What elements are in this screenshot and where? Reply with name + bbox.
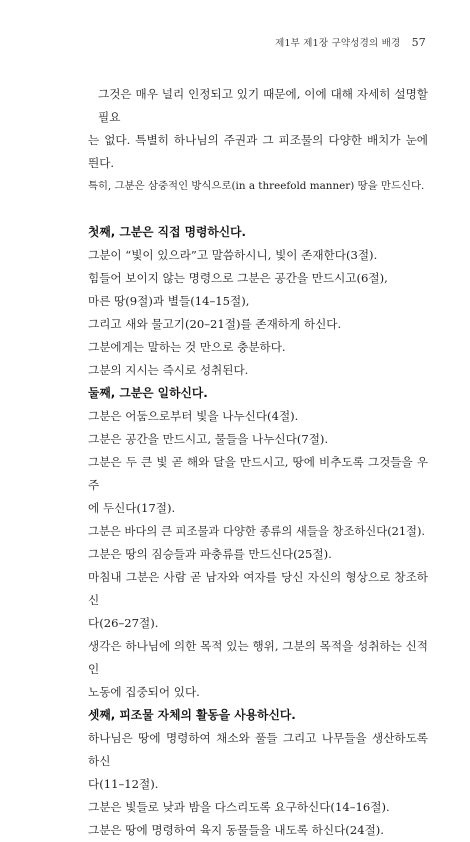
section-line: 그분은 두 큰 빛 곧 해와 달을 만드시고, 땅에 비추도록 그것들을 우주 (88, 455, 428, 492)
section-line: 그분의 지시는 즉시로 성취된다. (88, 363, 249, 377)
intro-line: 그것은 매우 널리 인정되고 있기 때문에, 이에 대해 자세히 설명할 필요 (98, 87, 428, 124)
running-header (275, 35, 426, 49)
section-line: 에 두신다(17절). (88, 501, 176, 515)
section-line: 마른 땅(9절)과 별들(14–15절), (88, 294, 250, 308)
section-line: 그분은 공간을 만드시고, 물들을 나누신다(7절). (88, 432, 329, 446)
section-line: 하나님은 땅에 명령하여 채소와 풀들 그리고 나무들을 생산하도록 하신 (88, 731, 428, 768)
intro-line: 는 없다. 특별히 하나님의 주권과 그 피조물의 다양한 배치가 눈에 띈다. (88, 133, 428, 170)
section-heading-first: 첫째, 그분은 직접 명령하신다. (88, 225, 247, 239)
section-line: 노동에 집중되어 있다. (88, 685, 200, 699)
section-line: 그리고 새와 물고기(20–21절)를 존재하게 하신다. (88, 317, 342, 331)
paragraph-gap (88, 198, 428, 221)
section-line: 그분은 바다의 큰 피조물과 다양한 종류의 새들을 창조하신다(21절). (88, 524, 426, 538)
section-line: 그분이 “빛이 있으라”고 말씀하시니, 빛이 존재한다(3절). (88, 248, 378, 262)
section-heading-second: 둘째, 그분은 일하신다. (88, 386, 208, 400)
page-number: 57 (411, 36, 426, 49)
section-line: 그분에게는 말하는 것 만으로 충분하다. (88, 340, 286, 354)
running-title: 제1부 제1장 구약성경의 배경 (275, 38, 401, 49)
section-line: 그분은 어둠으로부터 빛을 나누신다(4절). (88, 409, 299, 423)
section-line: 그분은 빛들로 낮과 밤을 다스리도록 요구하신다(14–16절). (88, 800, 390, 814)
section-line: 다(11–12절). (88, 777, 159, 791)
section-heading-third: 셋째, 피조물 자체의 활동을 사용하신다. (88, 708, 296, 722)
body-text (88, 83, 428, 842)
intro-line: 특히, 그분은 삼중적인 방식으로(in a threefold manner) 땅을 만드신다. (88, 180, 425, 192)
section-line: 다(26–27절). (88, 616, 159, 630)
section-line: 그분은 땅의 짐승들과 파충류를 만드신다(25절). (88, 547, 332, 561)
section-line: 그분은 땅에 명령하여 육지 동물들을 내도록 하신다(24절). (88, 823, 384, 837)
section-line: 마침내 그분은 사람 곧 남자와 여자를 당신 자신의 형상으로 창조하신 (88, 570, 428, 607)
section-line: 생각은 하나님에 의한 목적 있는 행위, 그분의 목적을 성취하는 신적인 (88, 639, 428, 676)
section-line: 힘들어 보이지 않는 명령으로 그분은 공간을 만드시고(6절), (88, 271, 388, 285)
